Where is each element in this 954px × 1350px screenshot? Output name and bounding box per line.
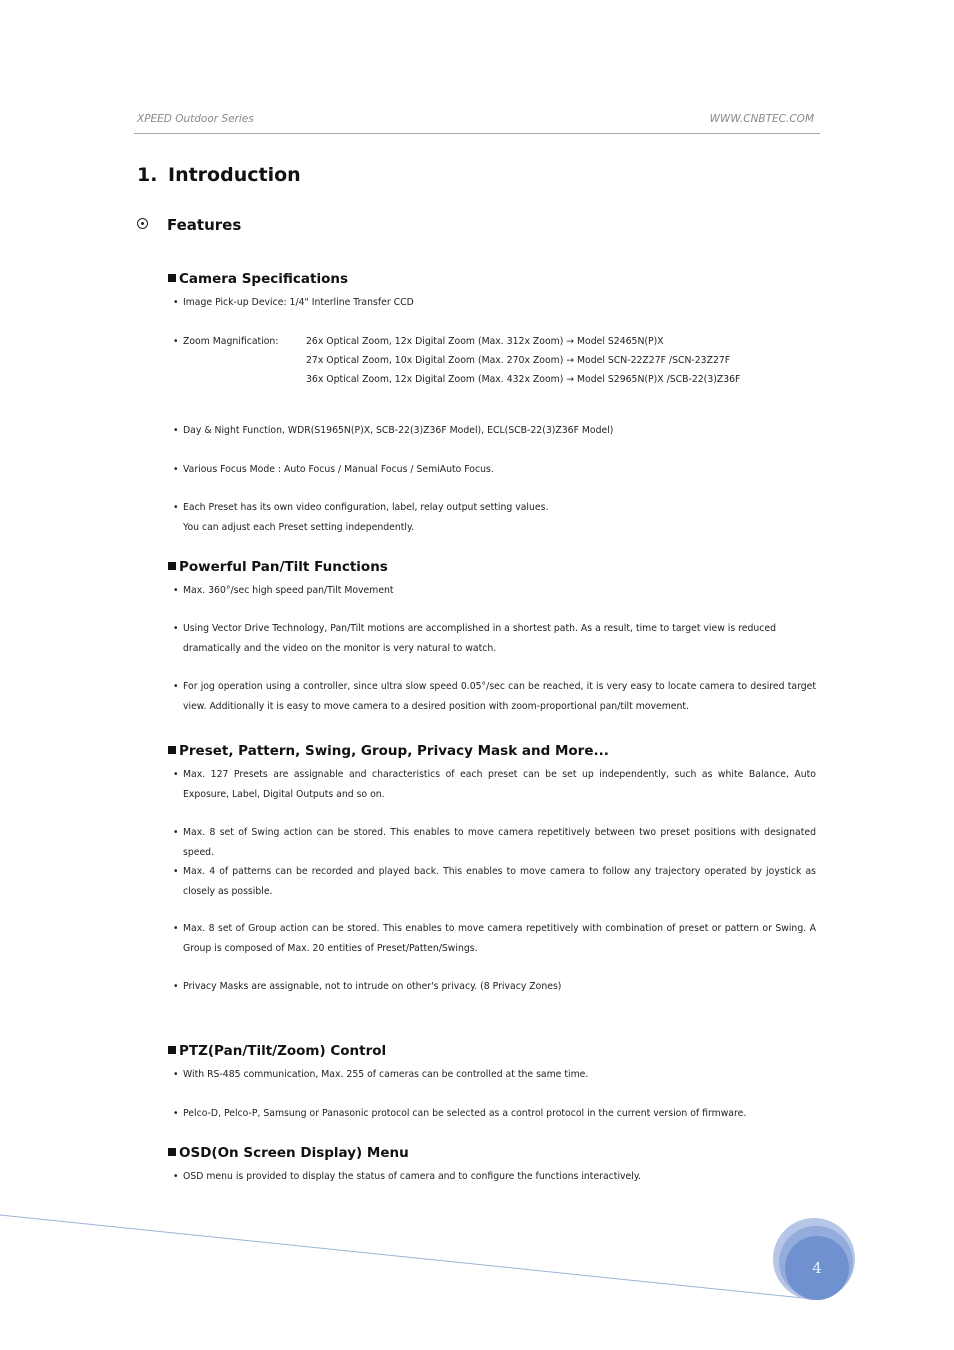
square-bullet-icon xyxy=(168,1148,176,1156)
circled-dot-icon xyxy=(137,218,148,229)
section-heading-osd xyxy=(168,1145,409,1161)
list-item-text: Pelco-D, Pelco-P, Samsung or Panasonic protocol can be selected as a control protocol in the current version of firmware. xyxy=(183,1108,747,1119)
section-title: PTZ(Pan/Tilt/Zoom) Control xyxy=(179,1043,387,1059)
zoom-label: Zoom Magnification: xyxy=(183,336,279,347)
list-item xyxy=(173,919,816,958)
section-title: Powerful Pan/Tilt Functions xyxy=(179,559,388,575)
bullet-icon: • xyxy=(173,1108,179,1119)
square-bullet-icon xyxy=(168,274,176,282)
list-item-text: Max. 127 Presets are assignable and characteristics of each preset can be set up independently, such as white Balance, Auto Exposure, Label, Digital Outputs and so on. xyxy=(183,769,816,800)
chapter-title: Introduction xyxy=(168,164,301,186)
list-item xyxy=(173,765,816,804)
list-item-text: For jog operation using a controller, since ultra slow speed 0.05°/sec can be reached, it is very easy to locate camera to desired target view. Additionally it is easy to move camera to a desired position with zoom-proportional pan/tilt movement. xyxy=(183,681,816,712)
section-heading-ptz xyxy=(168,1043,386,1059)
list-item xyxy=(173,977,816,997)
zoom-spec-list xyxy=(306,332,740,389)
page-number: 4 xyxy=(785,1236,849,1300)
list-item xyxy=(173,293,816,313)
bullet-icon: • xyxy=(173,585,179,596)
list-item-text: Max. 360°/sec high speed pan/Tilt Movement xyxy=(183,585,394,596)
features-title: Features xyxy=(167,216,242,234)
header-divider xyxy=(134,133,820,134)
bullet-icon: • xyxy=(173,1171,179,1182)
bullet-icon: • xyxy=(173,827,179,838)
list-item xyxy=(173,498,816,537)
zoom-spec-line: 26x Optical Zoom, 12x Digital Zoom (Max. 312x Zoom) → Model S2465N(P)X xyxy=(306,336,664,347)
list-item-text: Max. 8 set of Swing action can be stored. This enables to move camera repetitively between two preset positions with designated speed. xyxy=(183,827,816,858)
bullet-icon: • xyxy=(173,425,179,436)
list-item xyxy=(173,460,816,480)
list-item-text: Day & Night Function, WDR(S1965N(P)X, SCB-22(3)Z36F Model), ECL(SCB-22(3)Z36F Model) xyxy=(183,425,614,436)
list-item-text: You can adjust each Preset setting independently. xyxy=(183,521,415,533)
list-item xyxy=(173,677,816,716)
section-heading-pantilt xyxy=(168,559,388,575)
list-item-text: Using Vector Drive Technology, Pan/Tilt motions are accomplished in a shortest path. As a result, time to target view is reduced xyxy=(183,623,777,634)
list-item xyxy=(173,619,816,658)
square-bullet-icon xyxy=(168,1046,176,1054)
chapter-number: 1. xyxy=(137,164,158,186)
bullet-icon: • xyxy=(173,623,179,634)
bullet-icon: • xyxy=(173,866,179,877)
list-item xyxy=(173,421,816,441)
features-heading xyxy=(137,216,241,234)
zoom-spec-line: 36x Optical Zoom, 12x Digital Zoom (Max. 432x Zoom) → Model S2965N(P)X /SCB-22(3)Z36F xyxy=(306,374,741,385)
list-item-text: Various Focus Mode : Auto Focus / Manual Focus / SemiAuto Focus. xyxy=(183,464,494,475)
list-item-text: With RS-485 communication, Max. 255 of cameras can be controlled at the same time. xyxy=(183,1069,589,1080)
list-item xyxy=(173,581,816,601)
chapter-heading xyxy=(137,164,301,186)
list-item-text: Each Preset has its own video configuration, label, relay output setting values. xyxy=(183,502,549,513)
list-item xyxy=(173,823,816,862)
list-item xyxy=(173,1167,816,1187)
square-bullet-icon xyxy=(168,746,176,754)
square-bullet-icon xyxy=(168,562,176,570)
bullet-icon: • xyxy=(173,1069,179,1080)
bullet-icon: • xyxy=(173,923,179,934)
zoom-spec-line: 27x Optical Zoom, 10x Digital Zoom (Max. 270x Zoom) → Model SCN-22Z27F /SCN-23Z27F xyxy=(306,355,731,366)
bullet-icon: • xyxy=(173,981,179,992)
section-title: Camera Specifications xyxy=(179,271,349,287)
footer-divider xyxy=(0,1214,807,1299)
bullet-icon: • xyxy=(173,464,179,475)
list-item xyxy=(173,1065,816,1085)
list-item-text: Max. 8 set of Group action can be stored. This enables to move camera repetitively with combination of preset or pattern or Swing. A Group is composed of Max. 20 entities of Preset/Patten/Swings. xyxy=(183,923,816,954)
section-heading-preset xyxy=(168,743,609,759)
list-item-text: Max. 4 of patterns can be recorded and played back. This enables to move camera to follow any trajectory operated by joystick as closely as possible. xyxy=(183,866,816,897)
list-item-text: dramatically and the video on the monitor is very natural to watch. xyxy=(183,642,497,654)
bullet-icon: • xyxy=(173,769,179,780)
bullet-icon: • xyxy=(173,502,179,513)
bullet-icon: • xyxy=(173,336,179,347)
list-item xyxy=(173,862,816,901)
bullet-icon: • xyxy=(173,297,179,308)
section-title: Preset, Pattern, Swing, Group, Privacy Mask and More... xyxy=(179,743,609,759)
list-item-text: OSD menu is provided to display the status of camera and to configure the functions interactively. xyxy=(183,1171,641,1182)
header-series-title: XPEED Outdoor Series xyxy=(137,113,254,125)
section-title: OSD(On Screen Display) Menu xyxy=(179,1145,409,1161)
list-item-text: Image Pick-up Device: 1/4" Interline Transfer CCD xyxy=(183,297,414,308)
section-heading-camera xyxy=(168,271,348,287)
list-item xyxy=(173,1104,816,1124)
list-item-text: Privacy Masks are assignable, not to intrude on other's privacy. (8 Privacy Zones) xyxy=(183,981,562,992)
bullet-icon: • xyxy=(173,681,179,692)
header-website: WWW.CNBTEC.COM xyxy=(709,113,814,125)
